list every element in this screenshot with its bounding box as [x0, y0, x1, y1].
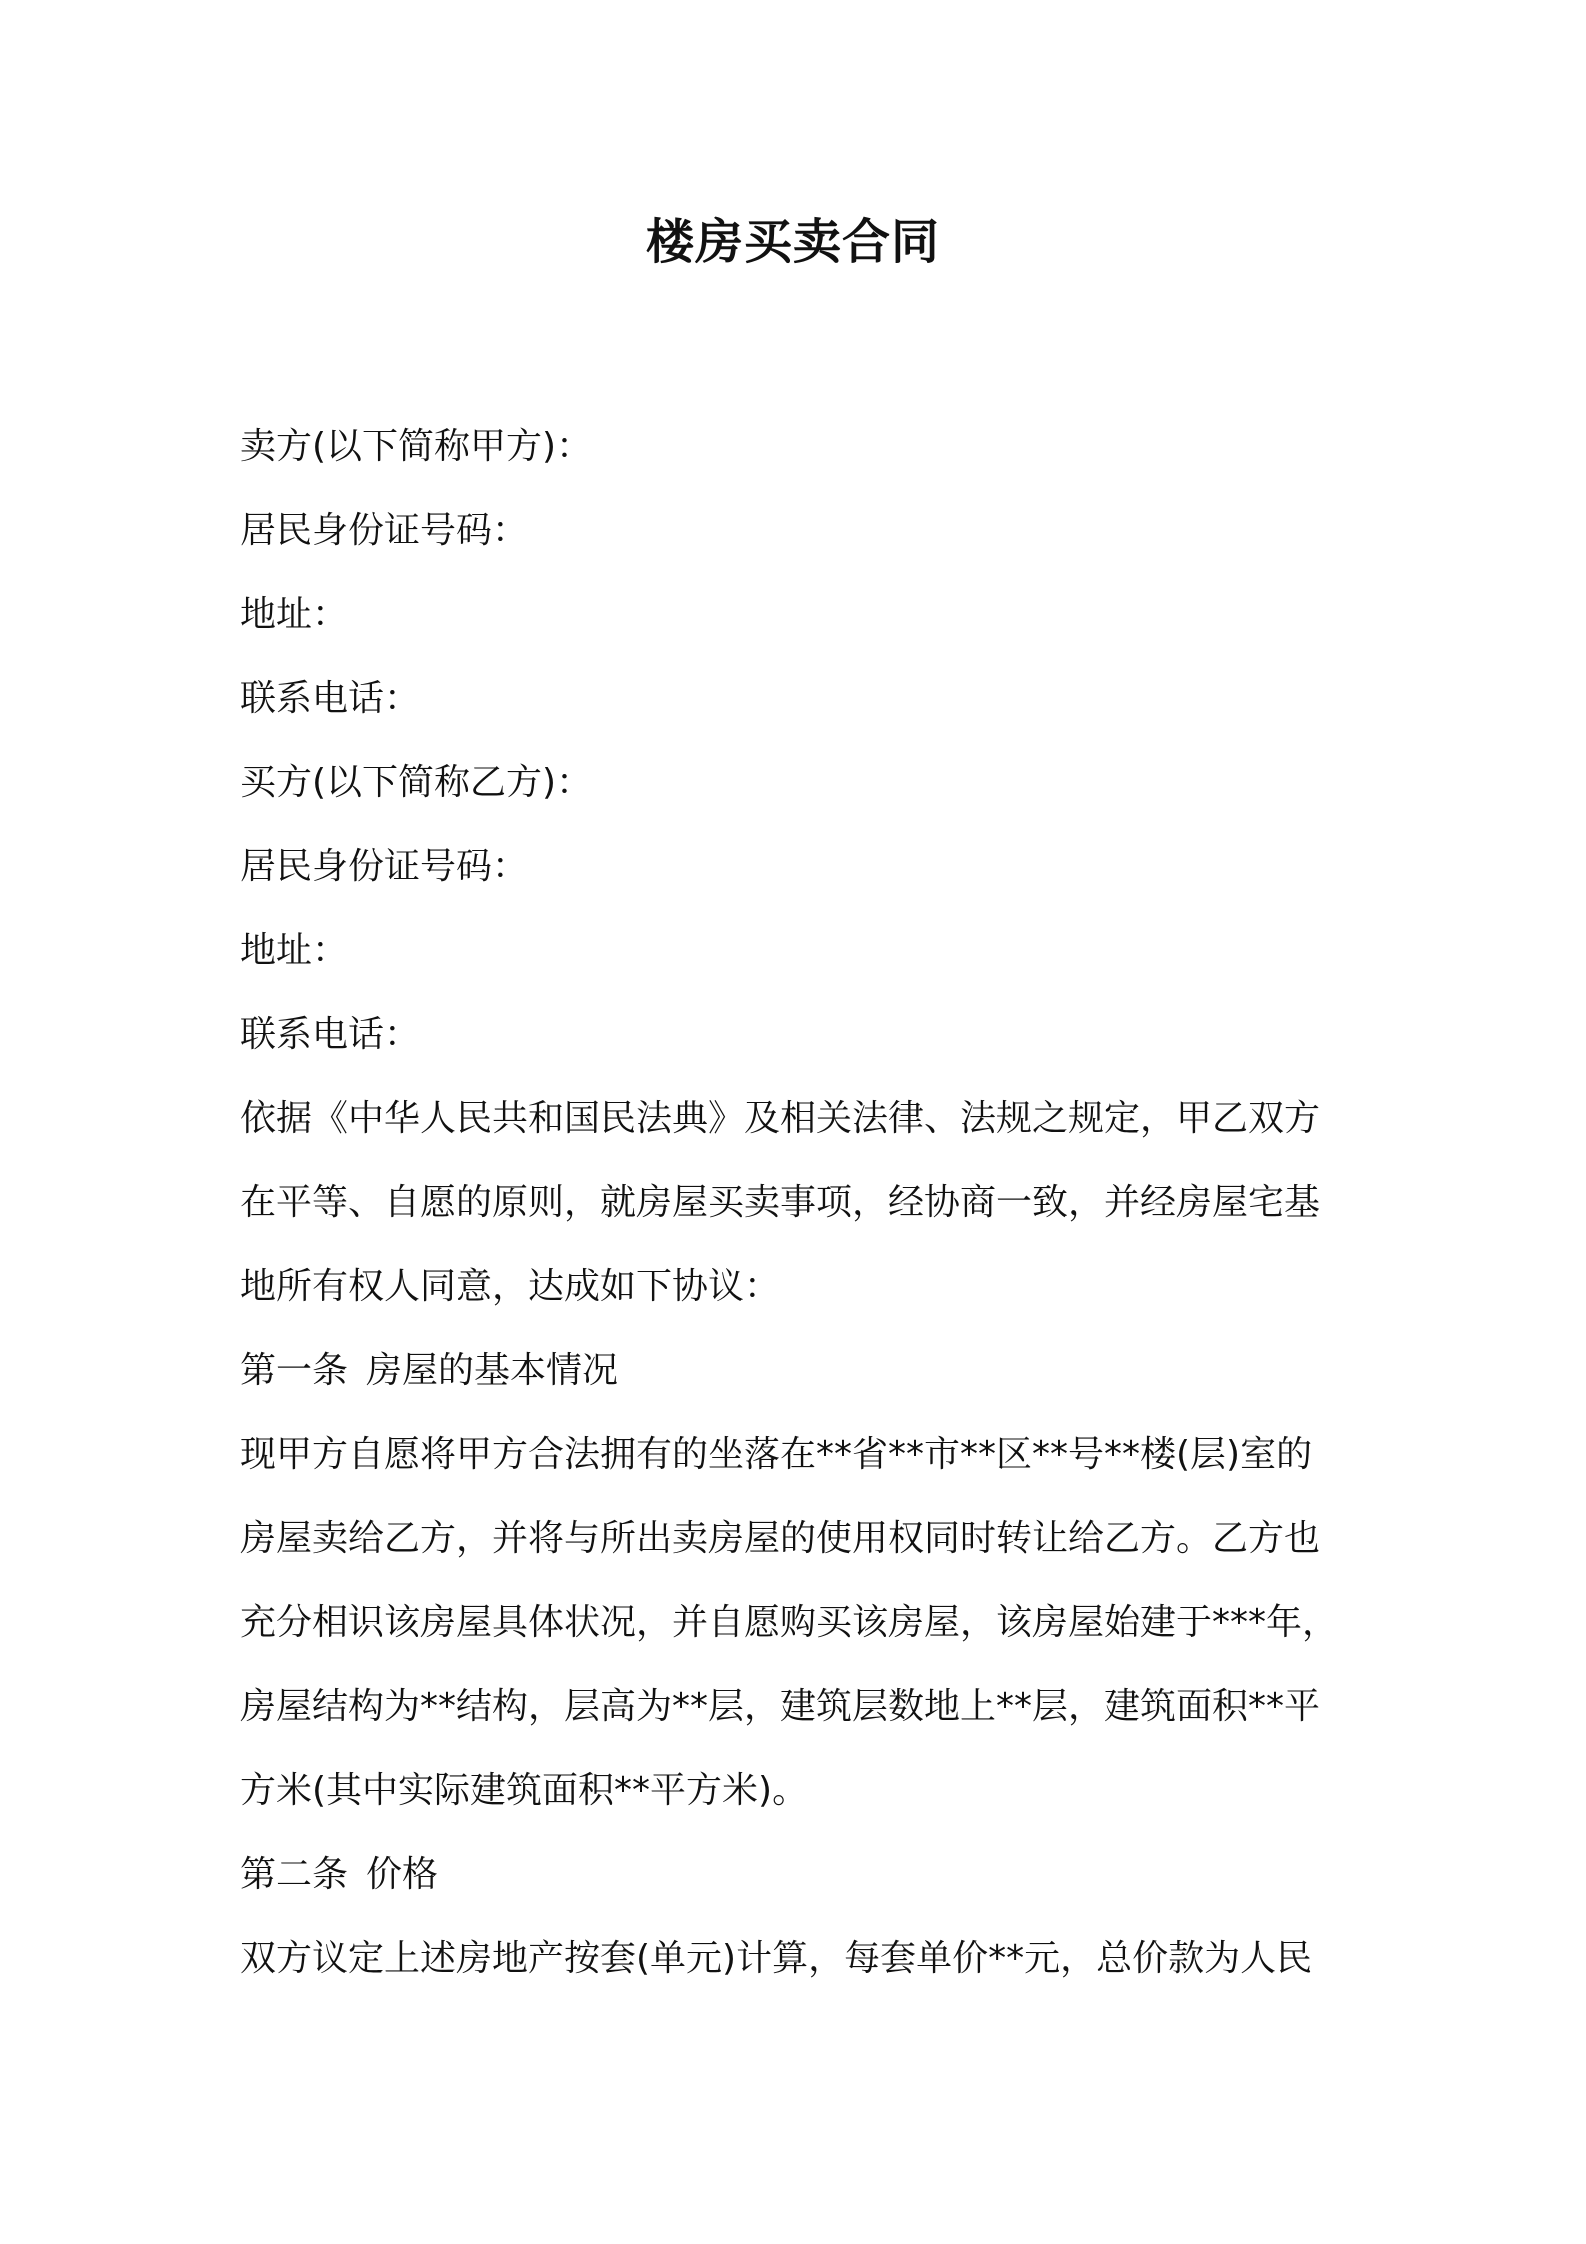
- article-1-heading: [240, 1329, 1350, 1413]
- article-2-text-line: 双方议定上述房地产按套(单元)计算，每套单价**元，总价款为人民: [240, 1938, 1313, 1979]
- seller-address-line: 地址：: [240, 594, 349, 635]
- preamble-line: 依据《中华人民共和国民法典》及相关法律、法规之规定，甲乙双方: [240, 1098, 1321, 1139]
- article-1-text-line: 现甲方自愿将甲方合法拥有的坐落在**省**市**区**号**楼(层)室的: [240, 1434, 1313, 1475]
- article-2-number: 第二条: [240, 1854, 349, 1895]
- seller-id-line: 居民身份证号码：: [240, 510, 529, 551]
- article-1-text-line: 方米(其中实际建筑面积**平方米)。: [240, 1770, 809, 1811]
- buyer-phone-line: 联系电话：: [240, 1014, 421, 1055]
- seller-phone-line: 联系电话：: [240, 678, 421, 719]
- article-2-heading: [240, 1833, 1350, 1917]
- article-2-title: 价格: [366, 1854, 439, 1895]
- article-1-number: 第一条: [240, 1350, 349, 1391]
- article-1-text-line: 房屋结构为**结构，层高为**层，建筑层数地上**层，建筑面积**平: [240, 1686, 1321, 1727]
- buyer-address-line: 地址：: [240, 930, 349, 971]
- article-1-title: 房屋的基本情况: [366, 1350, 619, 1391]
- document-body: [240, 405, 1350, 2001]
- buyer-name-line: 买方(以下简称乙方)：: [240, 762, 593, 803]
- seller-name-line: 卖方(以下简称甲方)：: [240, 426, 593, 467]
- article-1-text-line: 充分相识该房屋具体状况，并自愿购买该房屋，该房屋始建于***年，: [240, 1602, 1339, 1643]
- article-1-text-line: 房屋卖给乙方，并将与所出卖房屋的使用权同时转让给乙方。乙方也: [240, 1518, 1321, 1559]
- preamble-line: 在平等、自愿的原则，就房屋买卖事项，经协商一致，并经房屋宅基: [240, 1182, 1321, 1223]
- document-title: 楼房买卖合同: [645, 214, 940, 270]
- preamble-line: 地所有权人同意，达成如下协议：: [240, 1266, 781, 1307]
- buyer-id-line: 居民身份证号码：: [240, 846, 529, 887]
